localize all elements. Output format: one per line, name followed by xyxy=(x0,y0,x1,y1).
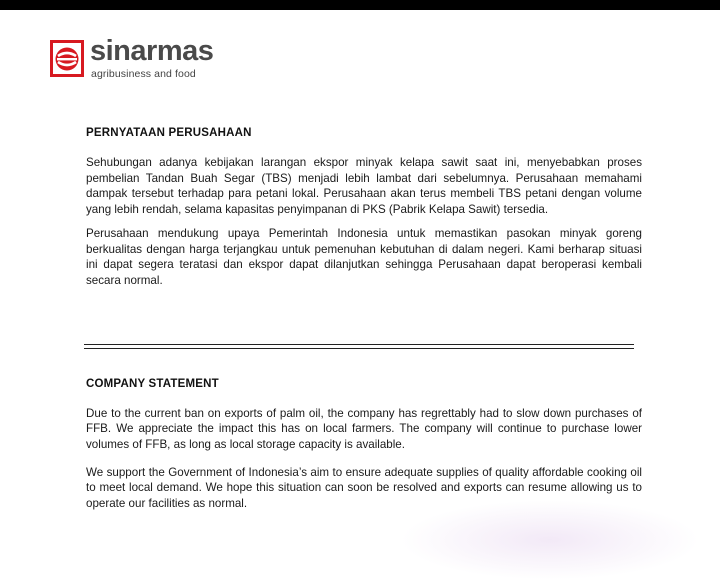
logo-tagline: agribusiness and food xyxy=(91,68,196,80)
english-heading: COMPANY STATEMENT xyxy=(86,378,219,390)
sinarmas-logo-icon xyxy=(50,40,84,77)
english-paragraph-1: Due to the current ban on exports of palm oil, the company has regrettably had to slow down purchases of FFB. We appreciate the impact this has on local farmers. The company will continue to purchase lower volumes of FFB, as long as local storage capacity is available. xyxy=(86,407,642,451)
indonesian-heading: PERNYATAAN PERUSAHAAN xyxy=(86,127,252,139)
top-border xyxy=(0,0,720,10)
indonesian-paragraph-2: Perusahaan mendukung upaya Pemerintah Indonesia untuk memastikan pasokan minyak goreng berkualitas dengan harga terjangkau untuk pemenuhan kebutuhan di dalam negeri. Kami berharap situasi ini dapat segera teratasi dan ekspor dapat dilanjutkan sehingga Perusahaan dapat beroperasi kembali secara normal. xyxy=(86,227,642,288)
logo-wordmark: sinarmas xyxy=(90,35,214,67)
english-paragraph-2: We support the Government of Indonesia’s aim to ensure adequate supplies of quality affordable cooking oil to meet local demand. We hope this situation can soon be resolved and exports can resume allowing us to operate our facilities as normal. xyxy=(86,466,642,510)
section-divider xyxy=(84,344,634,349)
indonesian-paragraph-1: Sehubungan adanya kebijakan larangan ekspor minyak kelapa sawit saat ini, menyebabkan proses pembelian Tandan Buah Segar (TBS) menjadi lebih lambat dari sebelumnya. Perusahaan memahami dampak tersebut terhadap para petani lokal. Perusahaan akan terus membeli TBS petani dengan volume yang lebih rendah, selama kapasitas penyimpanan di PKS (Pabrik Kelapa Sawit) tersedia. xyxy=(86,156,642,217)
company-logo xyxy=(50,37,220,81)
background-smudge xyxy=(400,500,700,580)
